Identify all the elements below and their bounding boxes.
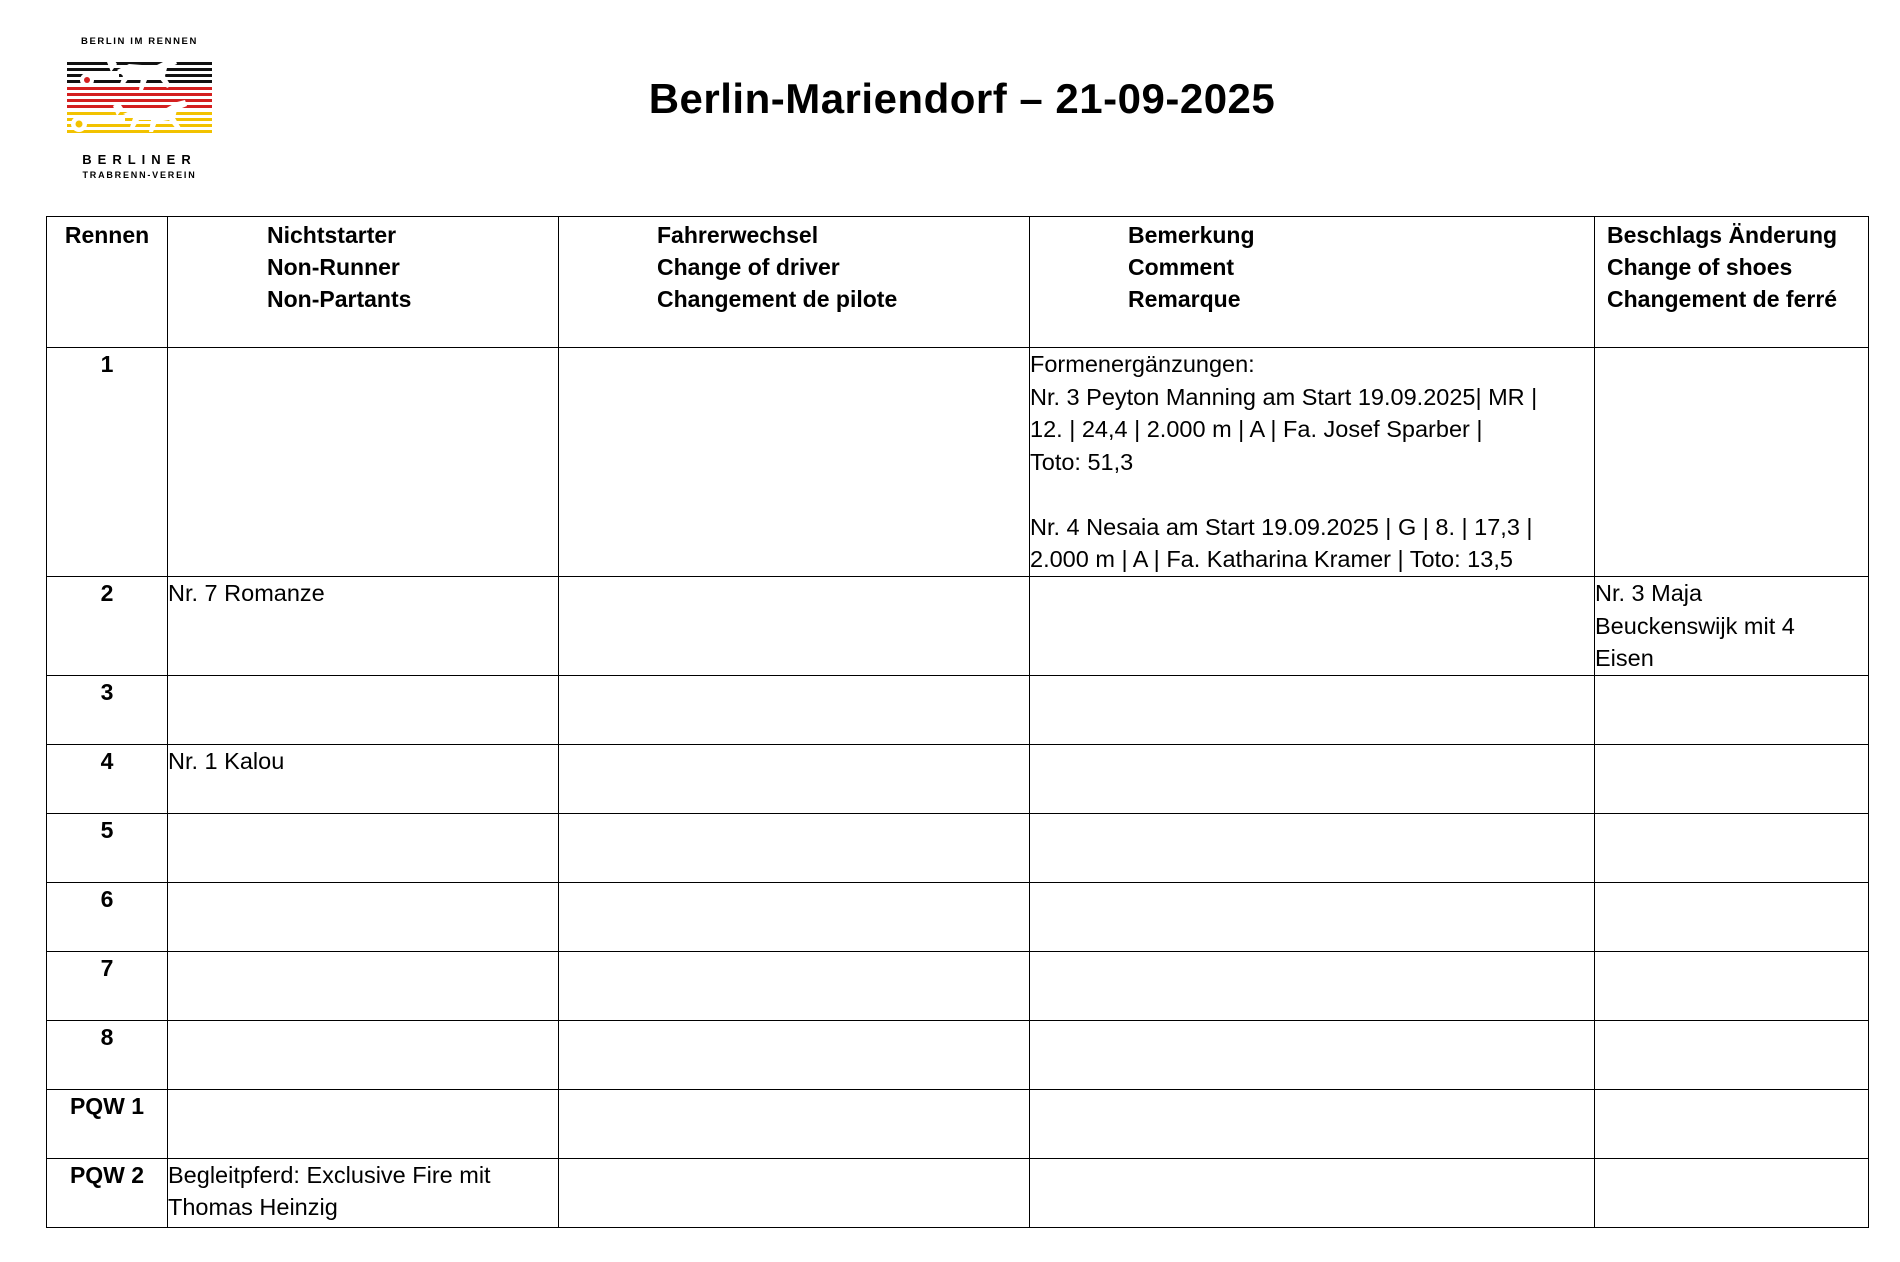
table-row [47,882,1869,951]
header-line: Bemerkung [1128,222,1255,248]
table-row [47,577,1869,676]
logo-bottom-text-2: TRABRENN-VEREIN [82,170,197,180]
table-body [47,348,1869,1228]
race-number-cell: 7 [47,951,168,1020]
comment-blank-line [1030,478,1594,511]
shoes-change-cell [1595,577,1869,676]
shoes-change-cell [1595,951,1869,1020]
non-runner-cell [168,882,559,951]
comment-line: Nr. 4 Nesaia am Start 19.09.2025 | G | 8. | 17,3 | [1030,513,1533,540]
comment-line: Nr. 3 Peyton Manning am Start 19.09.2025| MR | [1030,383,1538,410]
header-rennen [47,217,168,348]
header-line: Nichtstarter [267,222,397,248]
header-fahrerwechsel [559,217,1030,348]
shoes-change-line: Beuckenswijk mit 4 [1595,612,1795,639]
header-line: Remarque [1128,286,1241,312]
shoes-change-cell [1595,1020,1869,1089]
header-beschlags-aenderung [1595,217,1869,348]
header-nichtstarter [168,217,559,348]
shoes-change-line: Eisen [1595,645,1654,671]
table-row [47,951,1869,1020]
comment-line: 12. | 24,4 | 2.000 m | A | Fa. Josef Sparber | [1030,416,1483,442]
race-number-cell: 1 [47,348,168,577]
page-title [0,75,1900,123]
driver-change-cell [559,675,1030,744]
header-line: Non-Runner [267,254,400,280]
header-line: Changement de ferré [1607,286,1838,312]
race-changes-table [46,216,1869,1228]
non-runner-line: Begleitpferd: Exclusive Fire mit [168,1161,491,1188]
driver-change-cell [559,882,1030,951]
header-fahrerwechsel-lines [559,217,1029,315]
comment-line: 2.000 m | A | Fa. Katharina Kramer | Toto: 13,5 [1030,546,1513,572]
table-row [47,1158,1869,1227]
race-number-cell: 6 [47,882,168,951]
race-number-cell: PQW 1 [47,1089,168,1158]
race-number-cell: 2 [47,577,168,676]
comment-cell [1030,1089,1595,1158]
header-rennen-lines [47,217,167,251]
non-runner-cell [168,675,559,744]
header-line: Change of driver [657,254,840,280]
race-number-cell: PQW 2 [47,1158,168,1227]
shoes-change-cell [1595,1158,1869,1227]
race-number-cell: 3 [47,675,168,744]
header-line: Changement de pilote [657,286,898,312]
comment-cell [1030,1158,1595,1227]
comment-cell [1030,813,1595,882]
header-bemerkung [1030,217,1595,348]
header-line: Beschlags Änderung [1607,222,1838,248]
non-runner-line: Nr. 7 Romanze [168,580,325,606]
table-row [47,348,1869,577]
table-row [47,744,1869,813]
driver-change-cell [559,1158,1030,1227]
non-runner-line: Thomas Heinzig [168,1194,338,1220]
driver-change-cell [559,1020,1030,1089]
comment-cell [1030,882,1595,951]
table-row [47,1020,1869,1089]
shoes-change-cell [1595,744,1869,813]
shoes-change-cell [1595,813,1869,882]
shoes-change-cell [1595,882,1869,951]
non-runner-cell [168,1020,559,1089]
shoes-change-cell [1595,675,1869,744]
comment-cell [1030,744,1595,813]
header-beschlags-lines [1595,217,1868,315]
driver-change-cell [559,951,1030,1020]
comment-cell [1030,1020,1595,1089]
non-runner-cell [168,951,559,1020]
header-line: Change of shoes [1607,254,1793,280]
non-runner-cell [168,1089,559,1158]
header-line: Comment [1128,254,1235,280]
header-row [47,217,1869,348]
logo-bottom-text-1: BERLINER [82,152,197,167]
driver-change-cell [559,813,1030,882]
non-runner-line: Nr. 1 Kalou [168,747,285,774]
driver-change-cell [559,744,1030,813]
comment-line: Toto: 51,3 [1030,448,1134,475]
race-number-cell: 4 [47,744,168,813]
non-runner-cell [168,1158,559,1227]
header-nichtstarter-lines [168,217,558,315]
header-line: Fahrerwechsel [657,222,819,248]
table-row [47,813,1869,882]
race-number-cell: 8 [47,1020,168,1089]
non-runner-cell [168,813,559,882]
driver-change-cell [559,348,1030,577]
table-row [47,675,1869,744]
shoes-change-cell [1595,348,1869,577]
non-runner-cell [168,348,559,577]
header-line: Non-Partants [267,286,412,312]
driver-change-cell [559,577,1030,676]
header-line: Rennen [64,222,150,248]
shoes-change-line: Nr. 3 Maja [1595,580,1703,606]
table-row [47,1089,1869,1158]
comment-cell [1030,951,1595,1020]
non-runner-cell [168,744,559,813]
page-title-text: Berlin-Mariendorf – 21-09-2025 [648,75,1276,122]
comment-cell [1030,577,1595,676]
header-bemerkung-lines [1030,217,1594,315]
logo-top-text: BERLIN IM RENNEN [81,36,198,47]
shoes-change-cell [1595,1089,1869,1158]
comment-line: Formenergänzungen: [1030,351,1255,377]
non-runner-cell [168,577,559,676]
driver-change-cell [559,1089,1030,1158]
race-number-cell: 5 [47,813,168,882]
comment-cell [1030,348,1595,577]
comment-cell [1030,675,1595,744]
